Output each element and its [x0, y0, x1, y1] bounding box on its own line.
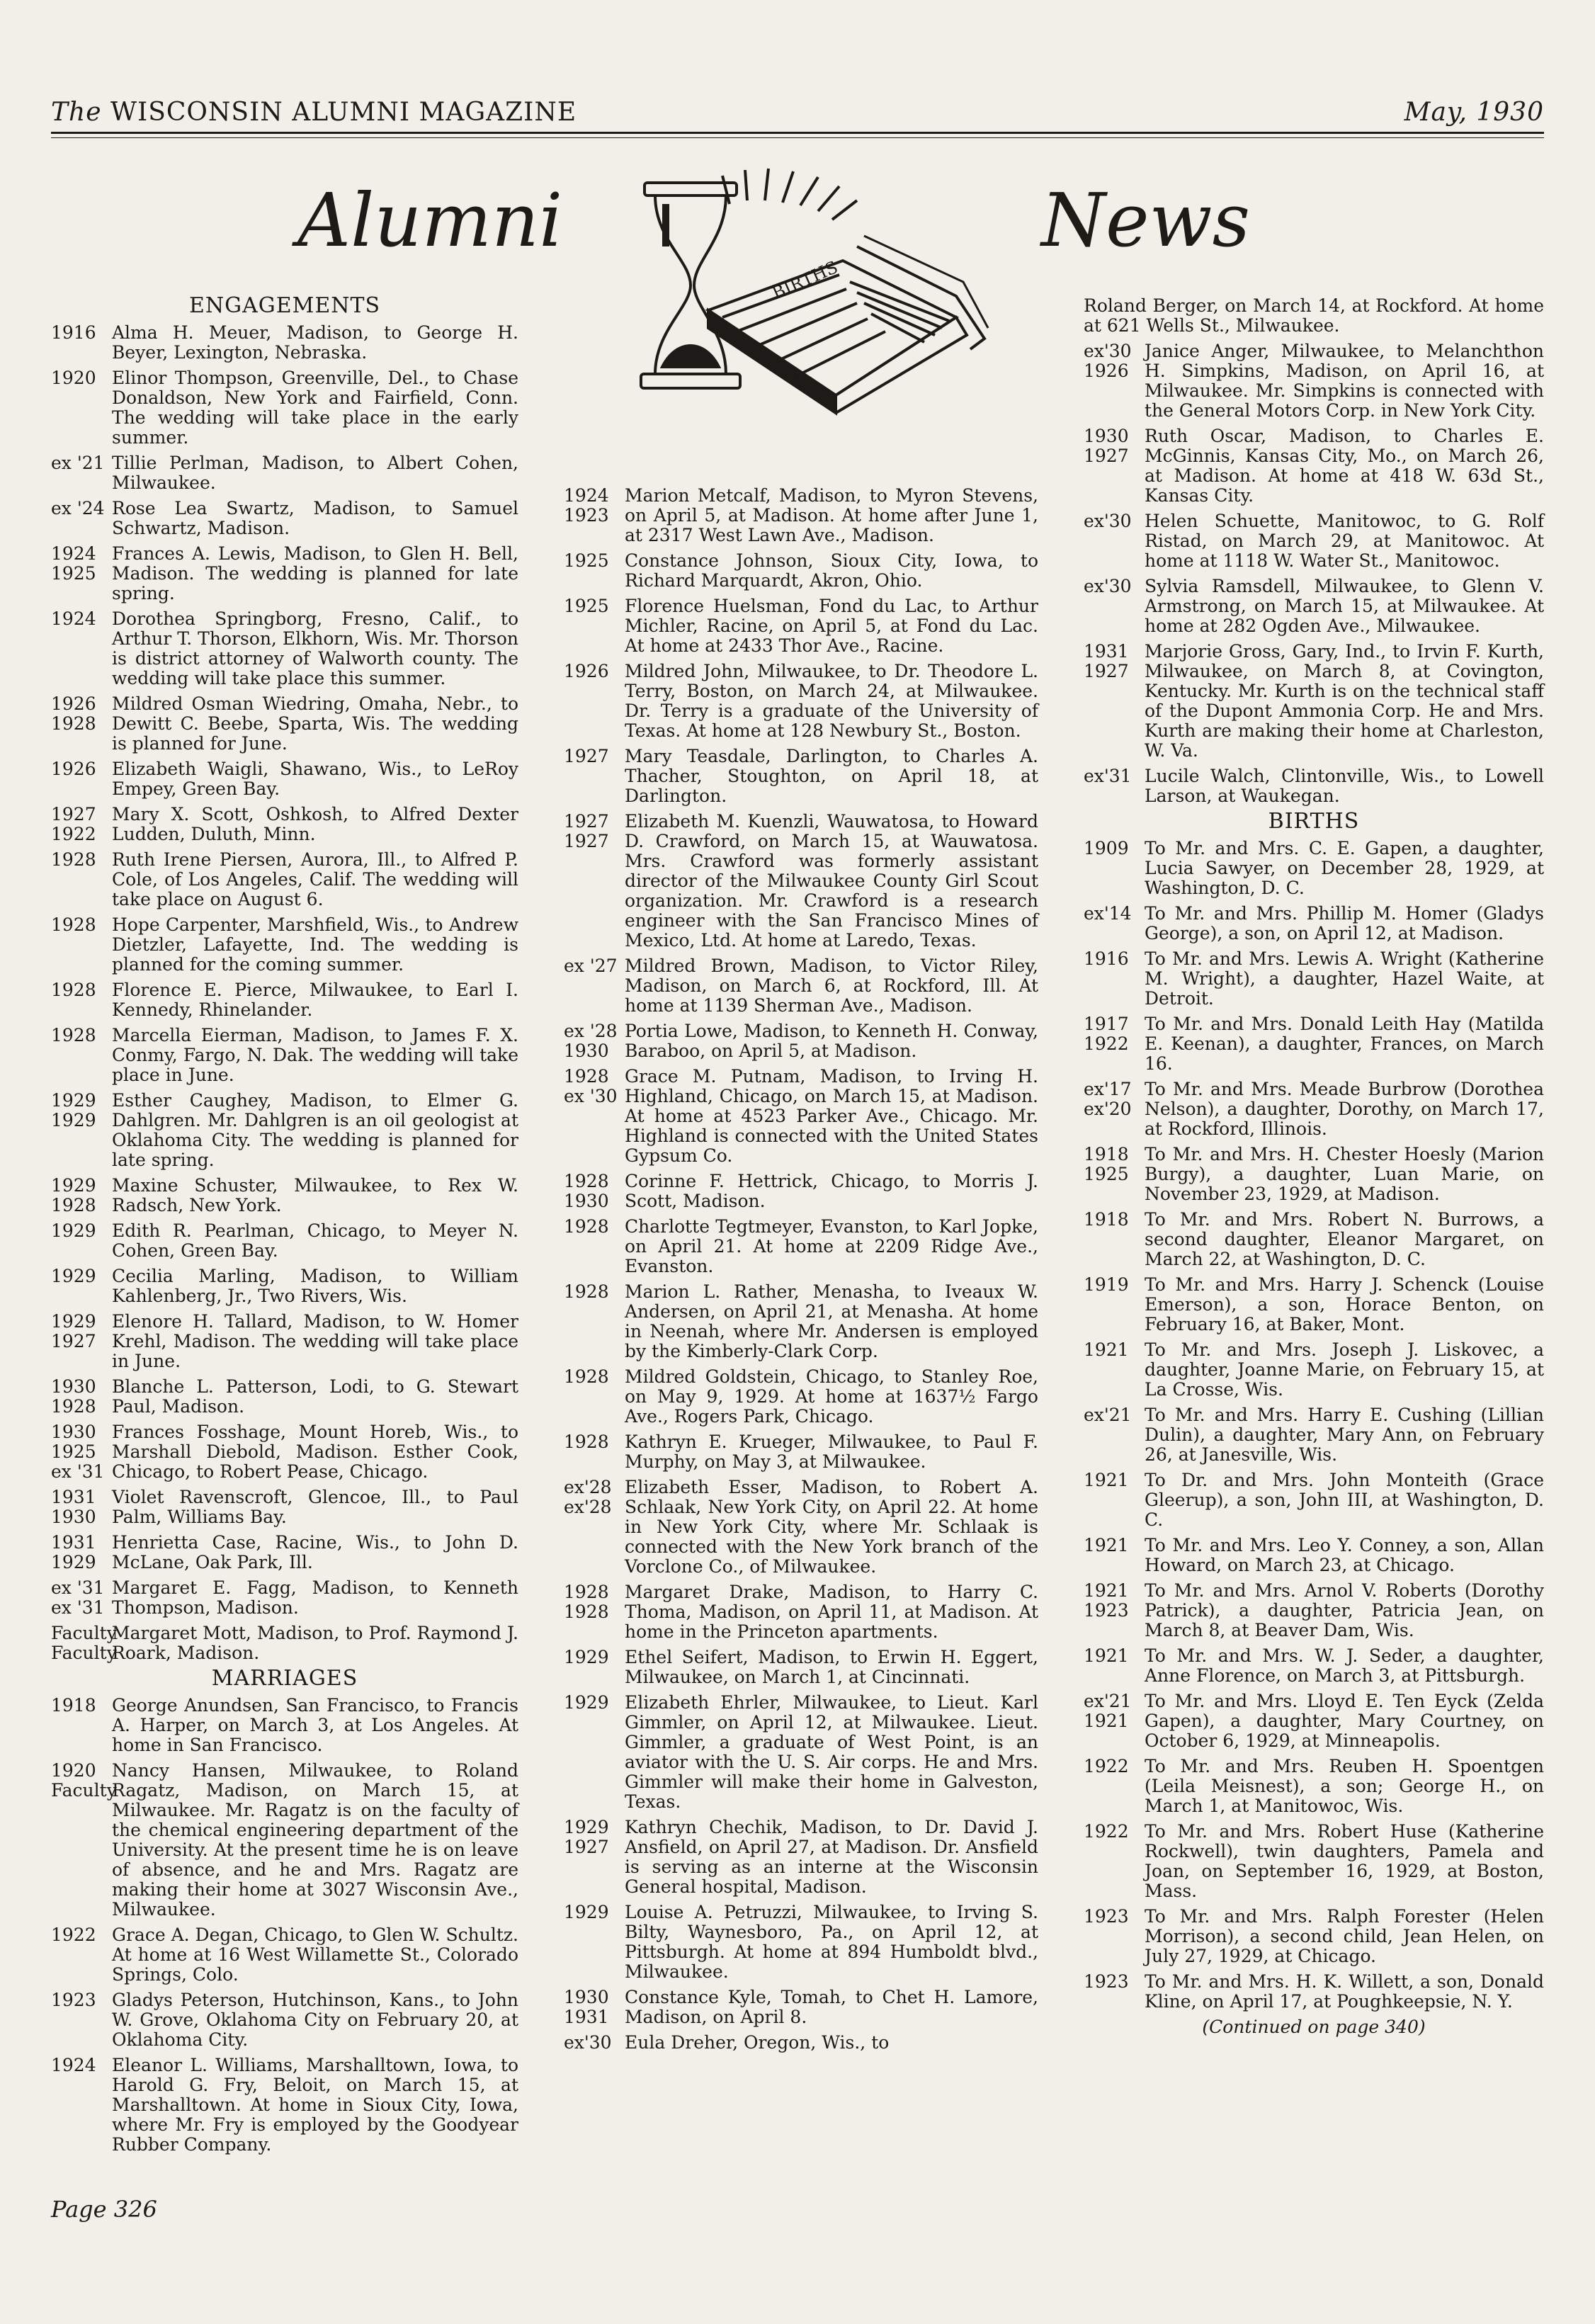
list-item: [51, 1091, 518, 1170]
list-item: [51, 1990, 518, 2050]
class-year: 1925: [564, 596, 609, 616]
entry-text: To Mr. and Mrs. Robert Huse (Katherine Rockwell), twin daughters, Pamela and Joan, on September 16, 1929, at Boston, Mass.: [1145, 1821, 1544, 1901]
list-item: [51, 1925, 518, 1985]
entry-text: Florence Huelsman, Fond du Lac, to Arthur Michler, Racine, on April 5, at Fond du Lac. At home at 2433 Thor Ave., Racine.: [625, 596, 1038, 656]
class-year: 1918: [51, 1695, 96, 1716]
list-item: [51, 368, 518, 448]
entry-text: Marion L. Rather, Menasha, to Iveaux W. Andersen, on April 21, at Menasha. At home in Neenah, where Mr. Andersen is employed by the Kimberly-Clark Corp.: [625, 1281, 1038, 1361]
entry-text: Marcella Eierman, Madison, to James F. X. Conmy, Fargo, N. Dak. The wedding will take place in June.: [112, 1025, 518, 1085]
class-year: 1931 1929: [51, 1532, 96, 1572]
list-item: [51, 1422, 518, 1482]
entry-text: Elizabeth Ehrler, Milwaukee, to Lieut. Karl Gimmler, on April 12, at Milwaukee. Lieut. Gimmler, a graduate of West Point, is an aviator with the U. S. Air corps. He and Mrs. Gimmler will make their home in Galveston, Texas.: [625, 1692, 1038, 1812]
entry-text: Alma H. Meuer, Madison, to George H. Beyer, Lexington, Nebraska.: [112, 322, 518, 363]
class-year: 1928 1930: [564, 1171, 609, 1211]
entry-text: Mary X. Scott, Oshkosh, to Alfred Dexter Ludden, Duluth, Minn.: [112, 804, 518, 844]
list-item: [564, 2033, 1038, 2053]
class-year: 1927 1922: [51, 804, 96, 844]
entry-text: Nancy Hansen, Milwaukee, to Roland Ragatz, Madison, on March 15, at Milwaukee. Mr. Ragatz is on the faculty of the chemical engineering department of the University. At the present time he is on leave of absence, and he and Mrs. Ragatz are making their home at 3027 Wisconsin Ave., Milwaukee.: [112, 1760, 518, 1920]
engagements-heading: ENGAGEMENTS: [188, 293, 381, 318]
list-item: [51, 1266, 518, 1306]
list-item: [51, 453, 518, 493]
entry-text: Portia Lowe, Madison, to Kenneth H. Conway, Baraboo, on April 5, at Madison.: [625, 1021, 1038, 1061]
entry-text: Tillie Perlman, Madison, to Albert Cohen, Milwaukee.: [112, 453, 518, 493]
class-year: ex'17 ex'20: [1084, 1079, 1132, 1119]
entry-text: Edith R. Pearlman, Chicago, to Meyer N. Cohen, Green Bay.: [112, 1220, 518, 1261]
entry-text: Constance Johnson, Sioux City, Iowa, to Richard Marquardt, Akron, Ohio.: [625, 550, 1038, 591]
entry-text: Grace M. Putnam, Madison, to Irving H. Highland, Chicago, on March 15, at Madison. At home at 4523 Parker Ave., Chicago. Mr. Highland is connected with the United States Gypsum Co.: [625, 1066, 1038, 1166]
entry-text: Constance Kyle, Tomah, to Chet H. Lamore, Madison, on April 8.: [625, 1987, 1038, 2027]
list-item: [564, 956, 1038, 1016]
entry-text: Mary Teasdale, Darlington, to Charles A. Thacher, Stoughton, on April 18, at Darlington.: [625, 746, 1038, 806]
class-year: 1929 1927: [51, 1311, 96, 1351]
list-item: [1084, 1691, 1544, 1751]
list-item: [1084, 1646, 1544, 1686]
entry-text: Mildred Brown, Madison, to Victor Riley, Madison, on March 6, at Rockford, Ill. At home at 1139 Sherman Ave., Madison.: [625, 956, 1038, 1016]
class-year: 1928: [51, 914, 96, 935]
class-year: 1929 1928: [51, 1175, 96, 1215]
list-item: [564, 1693, 1038, 1812]
list-item: [1084, 577, 1544, 636]
entry-text: To Mr. and Mrs. Arnol V. Roberts (Dorothy Patrick), a daughter, Patricia Jean, on March 8, at Beaver Dam, Wis.: [1145, 1580, 1544, 1640]
list-item: [51, 499, 518, 538]
entry-text: To Mr. and Mrs. Lewis A. Wright (Katherine M. Wright), a daughter, Hazel Waite, at Detroit.: [1145, 948, 1544, 1009]
list-item: [1084, 1340, 1544, 1400]
entry-text: Ruth Oscar, Madison, to Charles E. McGinnis, Kansas City, Mo., on March 26, at Madison. At home at 418 W. 63d St., Kansas City.: [1145, 426, 1544, 506]
entry-text: Lucile Walch, Clintonville, Wis., to Lowell Larson, at Waukegan.: [1145, 766, 1544, 806]
entry-text: Eleanor L. Williams, Marshalltown, Iowa, to Harold G. Fry, Beloit, on March 15, at Marshalltown. At home in Sioux City, Iowa, where Mr. Fry is employed by the Goodyear Rubber Company.: [112, 2055, 518, 2155]
entry-text: To Mr. and Mrs. Harry J. Schenck (Louise Emerson), a son, Horace Benton, on February 16, at Baker, Mont.: [1145, 1274, 1544, 1334]
entry-text: Ethel Seifert, Madison, to Erwin H. Eggert, Milwaukee, on March 1, at Cincinnati.: [625, 1647, 1038, 1687]
marriages-list-final: [1084, 341, 1544, 806]
entry-text: To Mr. and Mrs. Phillip M. Homer (Gladys George), a son, on April 12, at Madison.: [1145, 903, 1544, 943]
list-item: [564, 596, 1038, 656]
title-news: News: [1041, 177, 1250, 263]
list-item: [1084, 1822, 1544, 1901]
list-item: [564, 1582, 1038, 1642]
list-item: [1084, 949, 1544, 1009]
class-year: 1922: [1084, 1821, 1129, 1842]
class-year: 1930 1925 ex '31: [51, 1422, 105, 1482]
entry-text: Blanche L. Patterson, Lodi, to G. Stewart Paul, Madison.: [112, 1376, 518, 1417]
list-item: [1084, 341, 1544, 421]
class-year: 1931 1927: [1084, 641, 1129, 681]
continued-note: (Continued on page 340): [1202, 2017, 1426, 2037]
entry-text: Dorothea Springborg, Fresno, Calif., to Arthur T. Thorson, Elkhorn, Wis. Mr. Thorson is district attorney of Walworth county. The wedding will take place this summer.: [112, 608, 518, 688]
list-item: [51, 1176, 518, 1215]
list-item: [564, 747, 1038, 806]
class-year: 1928: [51, 980, 96, 1000]
entry-text: To Mr. and Mrs. Robert N. Burrows, a second daughter, Eleanor Margaret, on March 22, at Washington, D. C.: [1145, 1209, 1544, 1269]
list-item: [51, 980, 518, 1020]
list-item: [1084, 1079, 1544, 1139]
list-item: [51, 323, 518, 363]
class-year: 1929: [51, 1266, 96, 1286]
entry-text: To Mr. and Mrs. Donald Leith Hay (Matilda E. Keenan), a daughter, Frances, on March 16.: [1145, 1014, 1544, 1074]
entry-text: Frances Fosshage, Mount Horeb, Wis., to Marshall Diebold, Madison. Esther Cook, Chicago, to Robert Pease, Chicago.: [112, 1422, 518, 1482]
list-item: [1084, 426, 1544, 506]
list-item: [1084, 642, 1544, 761]
births-heading: BIRTHS: [1268, 809, 1360, 834]
class-year: 1928: [564, 1366, 609, 1387]
marriages-heading: MARRIAGES: [211, 1666, 358, 1691]
list-item: [51, 1221, 518, 1261]
entry-text: Margaret E. Fagg, Madison, to Kenneth Thompson, Madison.: [112, 1577, 518, 1618]
entry-text: To Mr. and Mrs. H. K. Willett, a son, Donald Kline, on April 17, at Poughkeepsie, N. Y.: [1145, 1971, 1544, 2012]
class-year: 1928 ex '30: [564, 1066, 618, 1106]
column-left: [51, 290, 518, 2160]
marriages-list-continued: [564, 486, 1038, 2053]
column-middle: [564, 486, 1038, 2058]
engagements-list: [51, 323, 518, 1663]
class-year: 1909: [1084, 838, 1129, 858]
births-list: [1084, 839, 1544, 2012]
list-item: [564, 1067, 1038, 1166]
entry-text: Eula Dreher, Oregon, Wis., to: [625, 2032, 890, 2053]
list-item: [51, 1578, 518, 1618]
list-item: [1084, 1470, 1544, 1530]
class-year: 1924 1925: [51, 543, 96, 584]
entry-text: Frances A. Lewis, Madison, to Glen H. Bell, Madison. The wedding is planned for late spring.: [112, 543, 518, 603]
entry-text: Elenore H. Tallard, Madison, to W. Homer Krehl, Madison. The wedding will take place in June.: [112, 1311, 518, 1371]
entry-text: To Mr. and Mrs. W. J. Seder, a daughter, Anne Florence, on March 3, at Pittsburgh.: [1145, 1645, 1544, 1686]
entry-text: Henrietta Case, Racine, Wis., to John D. McLane, Oak Park, Ill.: [112, 1532, 518, 1572]
entry-text: To Mr. and Mrs. Joseph J. Liskovec, a daughter, Joanne Marie, on February 15, at La Crosse, Wis.: [1145, 1339, 1544, 1400]
header-rule-thin: [51, 137, 1544, 138]
entry-text: Janice Anger, Milwaukee, to Melanchthon H. Simpkins, Madison, on April 16, at Milwaukee. Mr. Simpkins is connected with the General Motors Corp. in New York City.: [1145, 341, 1544, 421]
class-year: 1922: [1084, 1756, 1129, 1776]
entry-text: Grace A. Degan, Chicago, to Glen W. Schultz. At home at 16 West Willamette St., Colorado Springs, Colo.: [112, 1925, 518, 1985]
list-item: [1084, 839, 1544, 898]
class-year: 1920: [51, 368, 96, 388]
entry-text: Mildred John, Milwaukee, to Dr. Theodore L. Terry, Boston, on March 24, at Milwaukee. Dr. Terry is a graduate of the University of Texas. At home at 128 Newbury St., Boston.: [625, 661, 1038, 741]
list-item: [51, 850, 518, 909]
class-year: ex '24: [51, 498, 105, 518]
entry-text: Margaret Mott, Madison, to Prof. Raymond J. Roark, Madison.: [112, 1623, 518, 1663]
class-year: 1928: [51, 849, 96, 870]
list-item: [51, 759, 518, 799]
class-year: 1919: [1084, 1274, 1129, 1295]
list-item: [51, 1026, 518, 1085]
entry-text: Kathryn Chechik, Madison, to Dr. David J. Ansfield, on April 27, at Madison. Dr. Ansfield is serving as an interne at the Wisconsin General hospital, Madison.: [625, 1817, 1038, 1897]
list-item: [564, 812, 1038, 951]
entry-text: To Mr. and Mrs. Reuben H. Spoentgen (Leila Meisnest), a son; George H., on March 1, at Manitowoc, Wis.: [1145, 1756, 1544, 1816]
class-year: 1922: [51, 1925, 96, 1945]
list-item: [1084, 511, 1544, 571]
page-number: Page 326: [51, 2196, 157, 2223]
class-year: 1923: [1084, 1971, 1129, 1992]
entry-text: Violet Ravenscroft, Glencoe, Ill., to Paul Palm, Williams Bay.: [112, 1487, 518, 1527]
list-item: [564, 1217, 1038, 1276]
entry-text: Florence E. Pierce, Milwaukee, to Earl I. Kennedy, Rhinelander.: [112, 980, 518, 1020]
entry-text: Elizabeth M. Kuenzli, Wauwatosa, to Howard D. Crawford, on March 15, at Wauwatosa. Mrs. Crawford was formerly assistant director of the Milwaukee County Girl Scout organization. Mr. Crawford is a research engineer with the San Francisco Mines of Mexico, Ltd. At home at Laredo, Texas.: [625, 811, 1038, 951]
list-item: [564, 1648, 1038, 1687]
class-year: 1928 1928: [564, 1582, 609, 1622]
class-year: ex'30: [1084, 511, 1132, 531]
class-year: 1916: [51, 322, 96, 343]
class-year: ex '28 1930: [564, 1021, 618, 1061]
class-year: 1927 1927: [564, 811, 609, 851]
class-year: 1927: [564, 746, 609, 766]
list-item: [564, 1903, 1038, 1982]
class-year: 1924: [51, 608, 96, 629]
class-year: 1923: [51, 1990, 96, 2010]
header-rule: [51, 132, 1544, 134]
entry-text: To Mr. and Mrs. Ralph Forester (Helen Morrison), a second child, Jean Helen, on July 27, 1929, at Chicago.: [1145, 1906, 1544, 1966]
entry-text: To Mr. and Mrs. Harry E. Cushing (Lillian Dulin), a daughter, Mary Ann, on February 26, at Janesville, Wis.: [1145, 1405, 1544, 1465]
entry-text: Elizabeth Esser, Madison, to Robert A. Schlaak, New York City, on April 22. At home in New York City, where Mr. Schlaak is connected with the New York branch of the Vorclone Co., of Milwaukee.: [625, 1477, 1038, 1577]
entry-text: To Mr. and Mrs. H. Chester Hoesly (Marion Burgy), a daughter, Luan Marie, on November 23, 1929, at Madison.: [1145, 1144, 1544, 1204]
entry-text: Sylvia Ramsdell, Milwaukee, to Glenn V. Armstrong, on March 15, at Milwaukee. At home at 282 Ogden Ave., Milwaukee.: [1145, 576, 1544, 636]
list-item: [51, 805, 518, 844]
list-item: [51, 1533, 518, 1572]
class-year: 1928: [564, 1281, 609, 1302]
entry-text: Gladys Peterson, Hutchinson, Kans., to John W. Grove, Oklahoma City on February 20, at Oklahoma City.: [112, 1990, 518, 2050]
class-year: 1925: [564, 550, 609, 571]
class-year: 1921 1923: [1084, 1580, 1129, 1621]
class-year: ex'21: [1084, 1405, 1132, 1425]
entry-text: Esther Caughey, Madison, to Elmer G. Dahlgren. Mr. Dahlgren is an oil geologist at Oklahoma City. The wedding is planned for late spring.: [112, 1090, 518, 1170]
list-item: [564, 1432, 1038, 1472]
class-year: 1918: [1084, 1209, 1129, 1230]
entry-text: To Mr. and Mrs. Lloyd E. Ten Eyck (Zelda Gapen), a daughter, Mary Courtney, on October 6, 1929, at Minneapolis.: [1145, 1691, 1544, 1751]
entry-text: Ruth Irene Piersen, Aurora, Ill., to Alfred P. Cole, of Los Angeles, Calif. The wedding will take place on August 6.: [112, 849, 518, 909]
class-year: 1929: [564, 1902, 609, 1922]
class-year: 1916: [1084, 948, 1129, 969]
list-item: [564, 1478, 1038, 1577]
list-item: [564, 1172, 1038, 1211]
class-year: ex '27: [564, 956, 618, 976]
class-year: ex'14: [1084, 903, 1132, 924]
list-item: [564, 486, 1038, 545]
entry-text: Cecilia Marling, Madison, to William Kahlenberg, Jr., Two Rivers, Wis.: [112, 1266, 518, 1306]
list-item: [1084, 1210, 1544, 1269]
list-item: [564, 1282, 1038, 1361]
class-year: 1924: [51, 2055, 96, 2075]
list-item: [51, 609, 518, 688]
entry-text: To Mr. and Mrs. Meade Burbrow (Dorothea Nelson), a daughter, Dorothy, on March 17, at Rockford, Illinois.: [1145, 1079, 1544, 1139]
list-item: [51, 1696, 518, 1755]
list-item: [51, 544, 518, 603]
class-year: 1924 1923: [564, 485, 609, 526]
class-year: 1930 1928: [51, 1376, 96, 1417]
class-year: 1928: [564, 1216, 609, 1237]
class-year: 1929: [51, 1220, 96, 1241]
title-alumni: Alumni: [297, 177, 563, 263]
list-item: [51, 1312, 518, 1371]
class-year: 1926 1928: [51, 693, 96, 734]
class-year: ex'28 ex'28: [564, 1477, 612, 1517]
list-item: [51, 1377, 518, 1417]
entry-text: Louise A. Petruzzi, Milwaukee, to Irving S. Bilty, Waynesboro, Pa., on April 12, at Pittsburgh. At home at 894 Humboldt blvd., Milwaukee.: [625, 1902, 1038, 1982]
class-year: ex'31: [1084, 766, 1132, 786]
class-year: 1929: [564, 1692, 609, 1713]
list-item: [564, 1021, 1038, 1061]
list-item: [1084, 1405, 1544, 1465]
entry-text: Corinne F. Hettrick, Chicago, to Morris J. Scott, Madison.: [625, 1171, 1038, 1211]
class-year: 1931 1930: [51, 1487, 96, 1527]
list-item: [1084, 1757, 1544, 1816]
entry-text: Mildred Osman Wiedring, Omaha, Nebr., to Dewitt C. Beebe, Sparta, Wis. The wedding is planned for June.: [112, 693, 518, 754]
class-year: ex'30: [564, 2032, 612, 2053]
list-item: [1084, 1581, 1544, 1640]
list-item: [51, 1761, 518, 1920]
entry-text: To Mr. and Mrs. Leo Y. Conney, a son, Allan Howard, on March 23, at Chicago.: [1145, 1535, 1544, 1575]
class-year: 1928: [51, 1025, 96, 1045]
entry-text: Hope Carpenter, Marshfield, Wis., to Andrew Dietzler, Lafayette, Ind. The wedding is planned for the coming summer.: [112, 914, 518, 975]
class-year: 1917 1922: [1084, 1014, 1129, 1054]
list-item: [1084, 1907, 1544, 1966]
entry-text: Elinor Thompson, Greenville, Del., to Chase Donaldson, New York and Fairfield, Conn. The wedding will take place in the early summer.: [112, 368, 518, 448]
class-year: ex '21: [51, 453, 105, 473]
entry-text: Maxine Schuster, Milwaukee, to Rex W. Radsch, New York.: [112, 1175, 518, 1215]
entry-text: Mildred Goldstein, Chicago, to Stanley Roe, on May 9, 1929. At home at 1637½ Fargo Ave., Rogers Park, Chicago.: [625, 1366, 1038, 1427]
list-item: [564, 1988, 1038, 2027]
entry-text: To Dr. and Mrs. John Monteith (Grace Gleerup), a son, John III, at Washington, D. C.: [1145, 1470, 1544, 1530]
entry-text: Elizabeth Waigli, Shawano, Wis., to LeRoy Empey, Green Bay.: [112, 759, 518, 799]
class-year: 1921: [1084, 1470, 1129, 1490]
list-item: [564, 662, 1038, 741]
hourglass-book-illustration: [623, 161, 992, 452]
list-item: [51, 694, 518, 754]
entry-text: George Anundsen, San Francisco, to Francis A. Harper, on March 3, at Los Angeles. At home in San Francisco.: [112, 1695, 518, 1755]
list-item: [1084, 766, 1544, 806]
list-item: [51, 915, 518, 975]
list-item: [1084, 1145, 1544, 1204]
class-year: ex '31 ex '31: [51, 1577, 105, 1618]
list-item: [1084, 1536, 1544, 1575]
list-item: [51, 1487, 518, 1527]
entry-text: Kathryn E. Krueger, Milwaukee, to Paul F. Murphy, on May 3, at Milwaukee.: [625, 1432, 1038, 1472]
illustration-births-label: BIRTHS: [769, 256, 841, 304]
magazine-title: The WISCONSIN ALUMNI MAGAZINE: [51, 98, 577, 127]
class-year: ex'21 1921: [1084, 1691, 1132, 1731]
class-year: 1930 1931: [564, 1987, 609, 2027]
class-year: 1921: [1084, 1535, 1129, 1555]
list-item: [1084, 904, 1544, 943]
entry-text: Marjorie Gross, Gary, Ind., to Irvin F. Kurth, Milwaukee, on March 8, at Covington, Kentucky. Mr. Kurth is on the technical staff of the Dupont Ammonia Corp. He and Mrs. Kurth are making their home at Charleston, W. Va.: [1145, 641, 1544, 761]
class-year: 1930 1927: [1084, 426, 1129, 466]
entry-text: Helen Schuette, Manitowoc, to G. Rolf Ristad, on March 29, at Manitowoc. At home at 1118 W. Water St., Manitowoc.: [1145, 511, 1544, 571]
list-item: [564, 551, 1038, 591]
class-year: ex'30: [1084, 576, 1132, 596]
class-year: 1921: [1084, 1339, 1129, 1360]
list-item: [1084, 1275, 1544, 1334]
class-year: 1926: [564, 661, 609, 681]
entry-text: Margaret Drake, Madison, to Harry C. Thoma, Madison, on April 11, at Madison. At home in the Princeton apartments.: [625, 1582, 1038, 1642]
issue-date: May, 1930: [1404, 98, 1544, 127]
list-item: [1084, 1972, 1544, 2012]
list-item: [51, 2056, 518, 2155]
entry-text: Marion Metcalf, Madison, to Myron Stevens, on April 5, at Madison. At home after June 1, at 2317 West Lawn Ave., Madison.: [625, 485, 1038, 545]
class-year: 1926: [51, 759, 96, 779]
marriages-list: [51, 1696, 518, 2155]
class-year: Faculty Faculty: [51, 1623, 117, 1663]
entry-text: To Mr. and Mrs. C. E. Gapen, a daughter, Lucia Sawyer, on December 28, 1929, at Washington, D. C.: [1145, 838, 1544, 898]
class-year: 1921: [1084, 1645, 1129, 1666]
class-year: 1928: [564, 1432, 609, 1452]
continued-entry: Roland Berger, on March 14, at Rockford. At home at 621 Wells St., Milwaukee.: [1084, 295, 1544, 336]
class-year: 1923: [1084, 1906, 1129, 1927]
list-item: [51, 1623, 518, 1663]
class-year: 1929 1929: [51, 1090, 96, 1130]
class-year: ex'30 1926: [1084, 341, 1132, 381]
column-right: [1084, 296, 1544, 2037]
list-item: [1084, 1014, 1544, 1074]
class-year: 1929 1927: [564, 1817, 609, 1857]
class-year: 1929: [564, 1647, 609, 1667]
list-item: [564, 1367, 1038, 1427]
list-item: [564, 1818, 1038, 1897]
entry-text: Charlotte Tegtmeyer, Evanston, to Karl Jopke, on April 21. At home at 2209 Ridge Ave., Evanston.: [625, 1216, 1038, 1276]
entry-text: Rose Lea Swartz, Madison, to Samuel Schwartz, Madison.: [112, 498, 518, 538]
class-year: 1918 1925: [1084, 1144, 1129, 1184]
class-year: 1920 Faculty: [51, 1760, 117, 1801]
